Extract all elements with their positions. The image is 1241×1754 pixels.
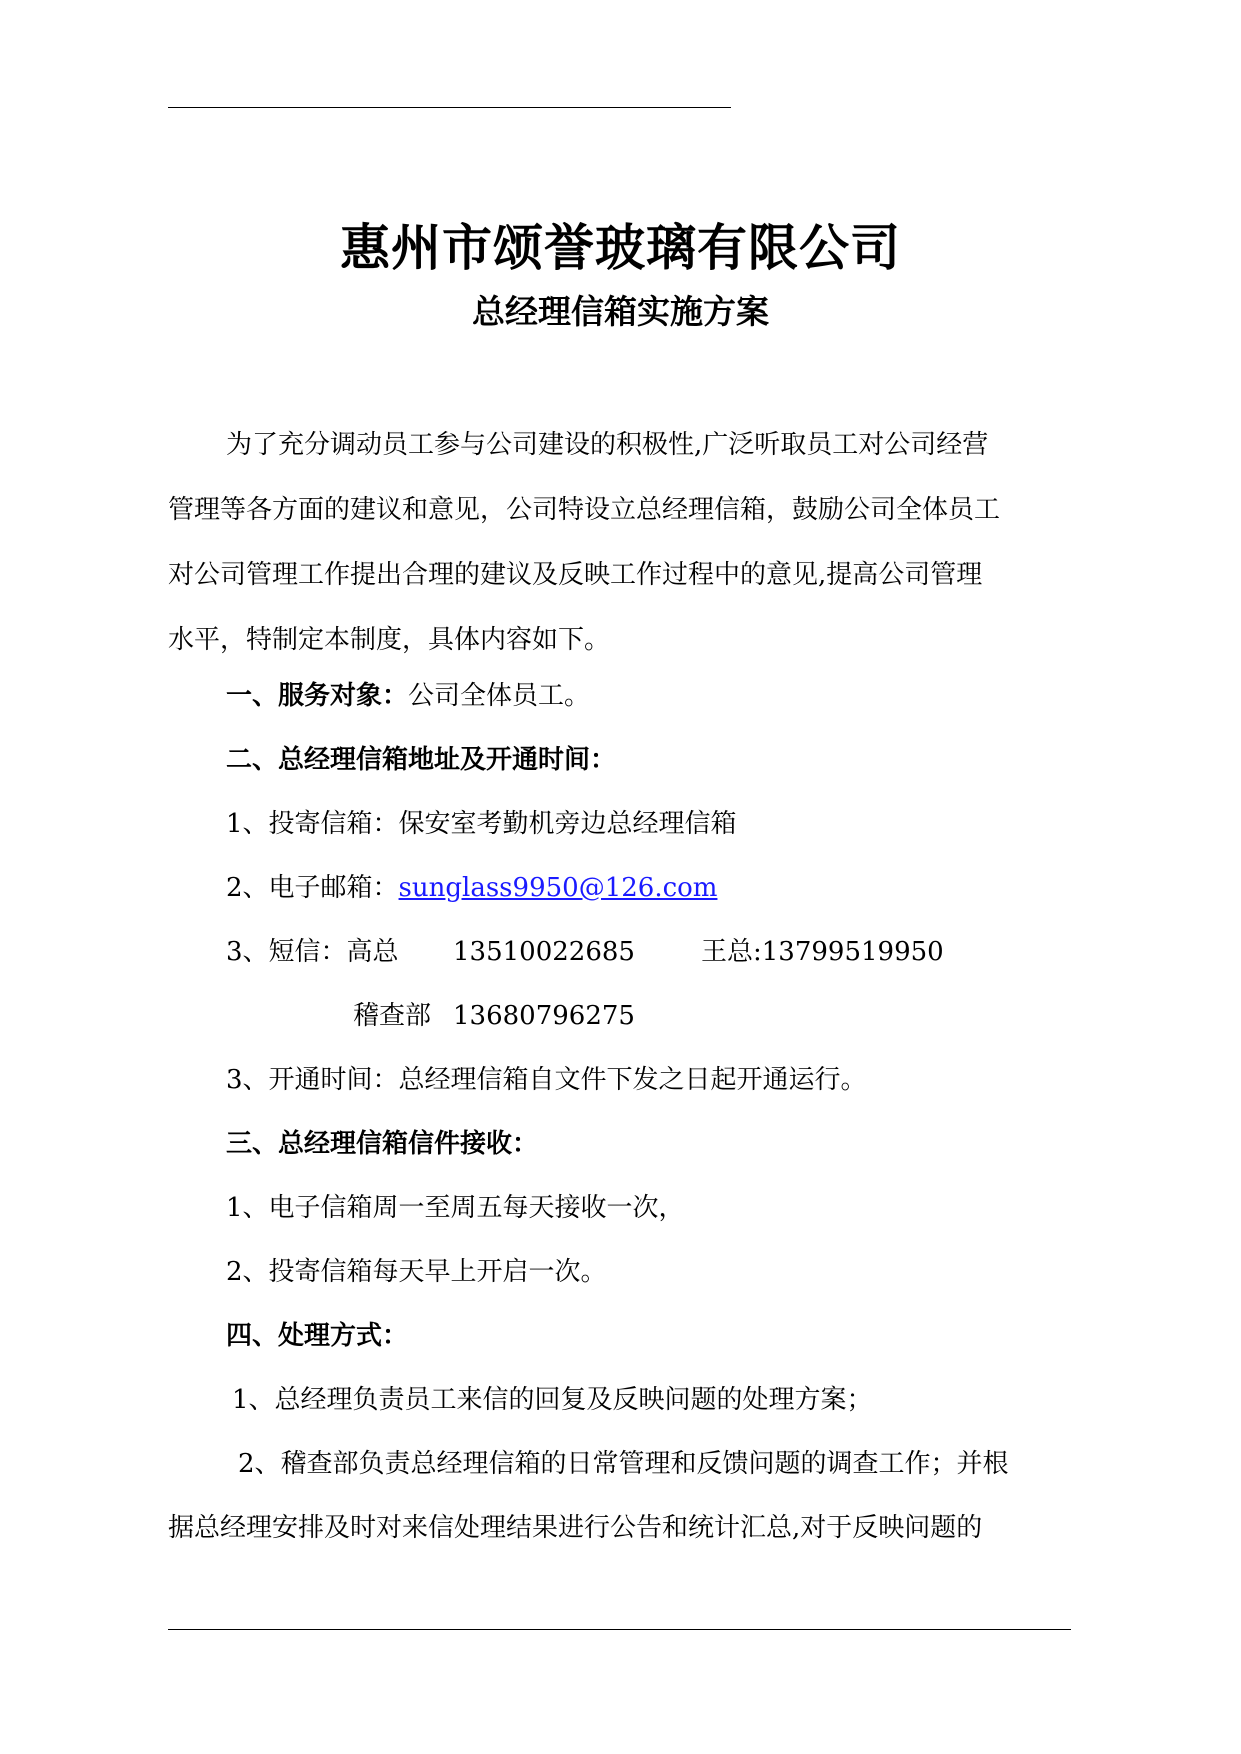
- sms-dept-audit: 稽查部: [353, 1001, 432, 1031]
- section-mailbox-heading: [226, 740, 616, 780]
- section-text: 公司全体员工。: [408, 681, 591, 711]
- footer-rule: [168, 1629, 1071, 1630]
- sms-contact-wang: 王总:13799519950: [701, 937, 944, 967]
- mailbox-email-item: [226, 868, 717, 908]
- mailbox-open-time-item: 3、开通时间：总经理信箱自文件下发之日起开通运行。: [226, 1065, 867, 1095]
- receive-item: 2、投寄信箱每天早上开启一次。: [226, 1257, 607, 1287]
- intro-paragraph: [168, 413, 1093, 673]
- intro-line: 为了充分调动员工参与公司建设的积极性,广泛听取员工对公司经营: [226, 430, 989, 460]
- email-label: 2、电子邮箱：: [226, 873, 399, 903]
- intro-line: 水平，特制定本制度，具体内容如下。: [168, 625, 611, 655]
- mailbox-physical-item: 1、投寄信箱：保安室考勤机旁边总经理信箱: [226, 809, 737, 839]
- section-heading: 二、总经理信箱地址及开通时间：: [226, 745, 617, 775]
- intro-line: 管理等各方面的建议和意见，公司特设立总经理信箱，鼓励公司全体员工: [168, 495, 1001, 525]
- handling-item: 1、总经理负责员工来信的回复及反映问题的处理方案；: [232, 1385, 873, 1415]
- header-rule: [168, 107, 731, 108]
- sms-item-label: 3、短信：高总: [226, 937, 399, 967]
- email-link[interactable]: sunglass9950@126.com: [398, 873, 718, 903]
- section-handling-heading: [226, 1316, 408, 1356]
- handling-item-continued: 据总经理安排及时对来信处理结果进行公告和统计汇总,对于反映问题的: [168, 1513, 983, 1543]
- document-title: 惠州市颂誉玻璃有限公司: [340, 219, 901, 277]
- receive-item: 1、电子信箱周一至周五每天接收一次，: [226, 1193, 685, 1223]
- section-service-target: [226, 676, 590, 716]
- sms-phone-gao: 13510022685: [453, 937, 635, 967]
- handling-item: 2、稽查部负责总经理信箱的日常管理和反馈问题的调查工作；并根: [238, 1449, 1009, 1479]
- section-heading: 四、处理方式：: [226, 1321, 409, 1351]
- section-heading: 一、服务对象：: [226, 681, 409, 711]
- section-receive-heading: [226, 1124, 538, 1164]
- document-subtitle: 总经理信箱实施方案: [472, 292, 769, 331]
- sms-phone-audit: 13680796275: [453, 1001, 635, 1031]
- intro-line: 对公司管理工作提出合理的建议及反映工作过程中的意见,提高公司管理: [168, 560, 983, 590]
- section-heading: 三、总经理信箱信件接收：: [226, 1129, 539, 1159]
